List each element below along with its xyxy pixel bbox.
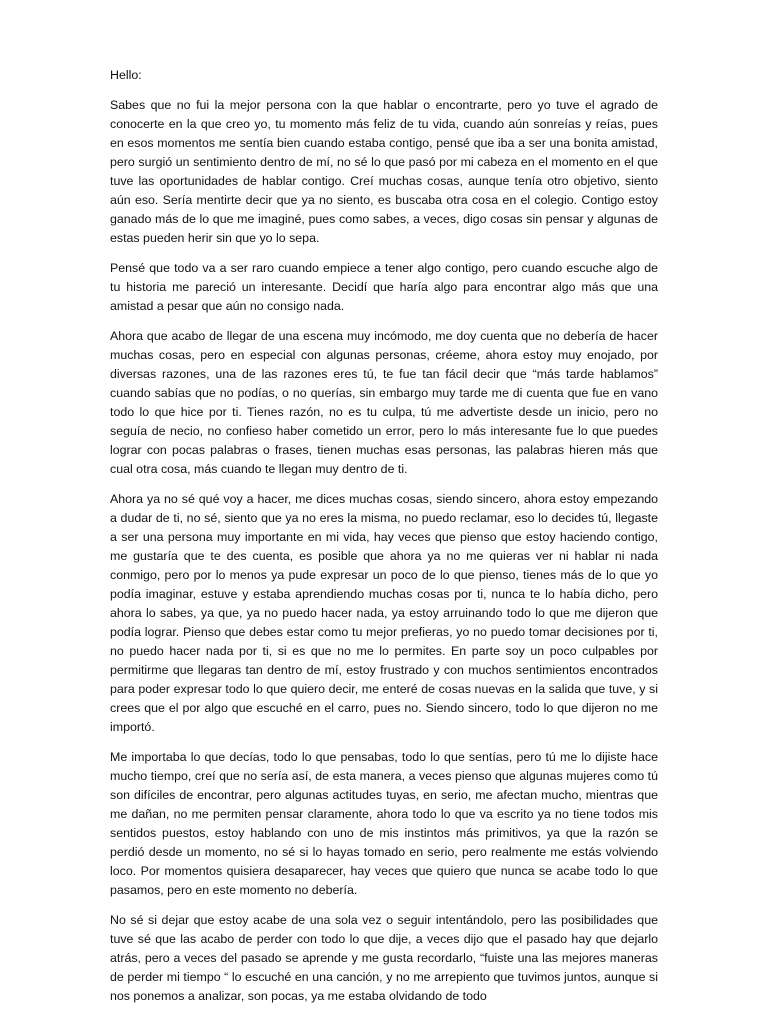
paragraph-2: Pensé que todo va a ser raro cuando empiece a tener algo contigo, pero cuando escuche algo de tu historia me pareció un interesante. Decidí que haría algo para encontrar algo más que una amistad a pesar que aún no consigo nada. xyxy=(110,261,658,313)
paragraph-3: Ahora que acabo de llegar de una escena muy incómodo, me doy cuenta que no debería de hacer muchas cosas, pero en especial con algunas personas, créeme, ahora estoy muy enojado, por diversas razones, una de las razones eres tú, te fue tan fácil decir que “más tarde hablamos” cuando sabías que no podías, o no querías, sin embargo muy tarde me di cuenta que fue en vano todo lo que hice por ti. Tienes razón, no es tu culpa, tú me advertiste desde un inicio, pero no seguía de necio, no confieso haber cometido un error, pero lo más interesante fue lo que puedes lograr con pocas palabras o frases, tienen muchas esas personas, las palabras hieren más que cual otra cosa, más cuando te llegan muy dentro de ti. xyxy=(110,329,658,476)
paragraph-6: No sé si dejar que estoy acabe de una sola vez o seguir intentándolo, pero las posibilidades que tuve sé que las acabo de perder con todo lo que dije, a veces dijo que el pasado hay que dejarlo atrás, pero a veces del pasado se aprende y me gusta recordarlo, “fuiste una las mejores maneras de perder mi tiempo “ lo escuché en una canción, y no me arrepiento que tuvimos juntos, aunque si nos ponemos a analizar, son pocas, ya me estaba olvidando de todo xyxy=(110,913,658,1003)
letter-greeting: Hello: xyxy=(110,68,142,82)
paragraph-5: Me importaba lo que decías, todo lo que pensabas, todo lo que sentías, pero tú me lo dijiste hace mucho tiempo, creí que no sería así, de esta manera, a veces pienso que algunas mujeres como tú son difíciles de encontrar, pero algunas actitudes tuyas, en serio, me afectan mucho, mientras que me dañan, no me permiten pensar claramente, ahora todo lo que va escrito ya no tiene todos mis sentidos puestos, estoy hablando con uno de mis instintos más primitivos, ya que la razón se perdió desde un momento, no sé si lo hayas tomado en serio, pero realmente me estás volviendo loco. Por momentos quisiera desaparecer, hay veces que quiero que nunca se acabe todo lo que pasamos, pero en este momento no debería. xyxy=(110,750,658,897)
paragraph-4: Ahora ya no sé qué voy a hacer, me dices muchas cosas, siendo sincero, ahora estoy empezando a dudar de ti, no sé, siento que ya no eres la misma, no puedo reclamar, eso lo decides tú, llegaste a ser una persona muy importante en mi vida, hay veces que pienso que estoy haciendo contigo, me gustaría que te des cuenta, es posible que ahora ya no me quieras ver ni hablar ni nada conmigo, pero por lo menos ya pude expresar un poco de lo que pienso, tienes más de lo que yo podía imaginar, estuve y estaba aprendiendo muchas cosas por ti, nunca te lo había dicho, pero ahora lo sabes, ya que, ya no puedo hacer nada, ya estoy arruinando todo lo que me dijeron que podía lograr. Pienso que debes estar como tu mejor prefieras, yo no puedo tomar decisiones por ti, no puedo hacer nada por ti, si es que no me lo permites. En parte soy un poco culpables por permitirme que llegaras tan dentro de mí, estoy frustrado y con muchos sentimientos encontrados para poder expresar todo lo que quiero decir, me enteré de cosas nuevas en la salida que tuve, y si crees que el por algo que escuché en el carro, pues no. Siendo sincero, todo lo que dijeron no me importó. xyxy=(110,492,658,734)
paragraph-1: Sabes que no fui la mejor persona con la que hablar o encontrarte, pero yo tuve el agrado de conocerte en la que creo yo, tu momento más feliz de tu vida, cuando aún sonreías y reías, pues en esos momentos me sentía bien cuando estaba contigo, pensé que iba a ser una bonita amistad, pero surgió un sentimiento dentro de mí, no sé lo que pasó por mi cabeza en el momento en el que tuve las oportunidades de hablar contigo. Creí muchas cosas, aunque tenía otro objetivo, siento aún eso. Sería mentirte decir que ya no siento, es buscaba otra cosa en el colegio. Contigo estoy ganado más de lo que me imaginé, pues como sabes, a veces, digo cosas sin pensar y algunas de estas pueden herir sin que yo lo sepa. xyxy=(110,98,658,245)
